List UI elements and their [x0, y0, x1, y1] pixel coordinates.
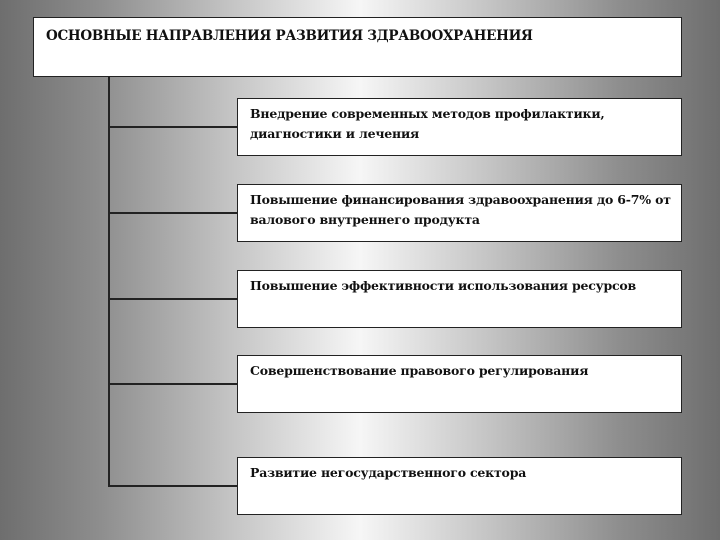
direction-text: Повышение финансирования здравоохранения до 6-7% от валового внутреннего продукта	[250, 192, 671, 227]
title-box	[33, 17, 682, 77]
connector-branch	[108, 298, 237, 300]
direction-text: Внедрение современных методов профилактики, диагностики и лечения	[250, 106, 605, 141]
direction-box-financing	[237, 184, 682, 242]
diagram-title: ОСНОВНЫЕ НАПРАВЛЕНИЯ РАЗВИТИЯ ЗДРАВООХРАНЕНИЯ	[46, 28, 533, 44]
direction-box-efficiency	[237, 270, 682, 328]
direction-text: Повышение эффективности использования ресурсов	[250, 278, 637, 293]
direction-text: Совершенствование правового регулирования	[250, 363, 589, 378]
connector-branch	[108, 126, 237, 128]
direction-box-regulation	[237, 355, 682, 413]
connector-branch	[108, 383, 237, 385]
connector-branch	[108, 212, 237, 214]
connector-trunk	[108, 77, 110, 487]
direction-text: Развитие негосударственного сектора	[250, 465, 527, 480]
direction-box-prevention	[237, 98, 682, 156]
direction-box-private-sector	[237, 457, 682, 515]
connector-branch	[108, 485, 237, 487]
